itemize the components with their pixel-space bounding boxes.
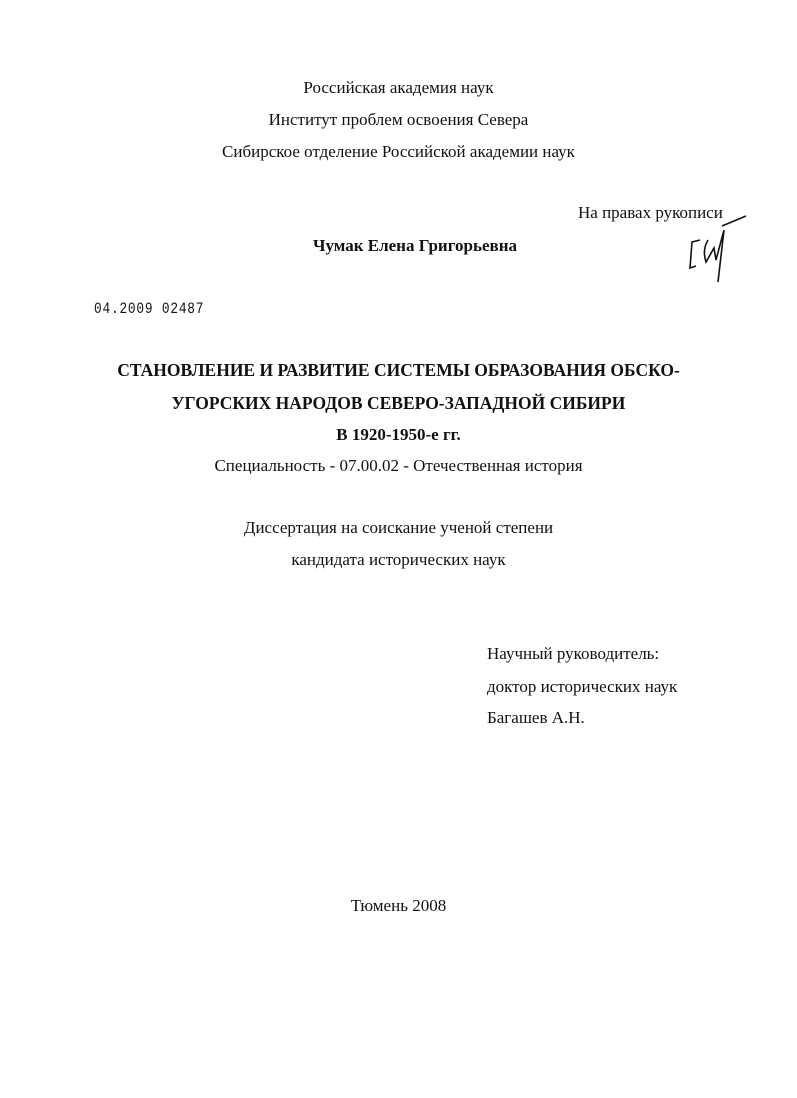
author-name: Чумак Елена Григорьевна: [313, 236, 517, 255]
specialty: Специальность - 07.00.02 - Отечественная история: [214, 456, 583, 475]
degree-line-1: Диссертация на соискание ученой степени: [243, 518, 554, 537]
supervisor-label: Научный руководитель:: [487, 644, 660, 663]
organization-line-3: Сибирское отделение Российской академии наук: [222, 142, 575, 161]
degree-line-2: кандидата исторических наук: [291, 550, 506, 569]
title-line-3: В 1920-1950-е гг.: [336, 425, 461, 444]
supervisor-name: Багашев А.Н.: [487, 708, 585, 727]
catalog-number-stamp: 04.2009 02487: [94, 300, 205, 318]
supervisor-degree: доктор исторических наук: [487, 677, 678, 696]
title-line-2: УГОРСКИХ НАРОДОВ СЕВЕРО-ЗАПАДНОЙ СИБИРИ: [171, 393, 626, 413]
manuscript-rights: На правах рукописи: [578, 203, 723, 222]
city-year: Тюмень 2008: [350, 896, 447, 915]
title-line-1: СТАНОВЛЕНИЕ И РАЗВИТИЕ СИСТЕМЫ ОБРАЗОВАНИЯ ОБСКО-: [117, 360, 680, 380]
organization-line-1: Российская академия наук: [303, 78, 494, 97]
signature: [682, 210, 752, 285]
organization-line-2: Институт проблем освоения Севера: [268, 110, 529, 129]
